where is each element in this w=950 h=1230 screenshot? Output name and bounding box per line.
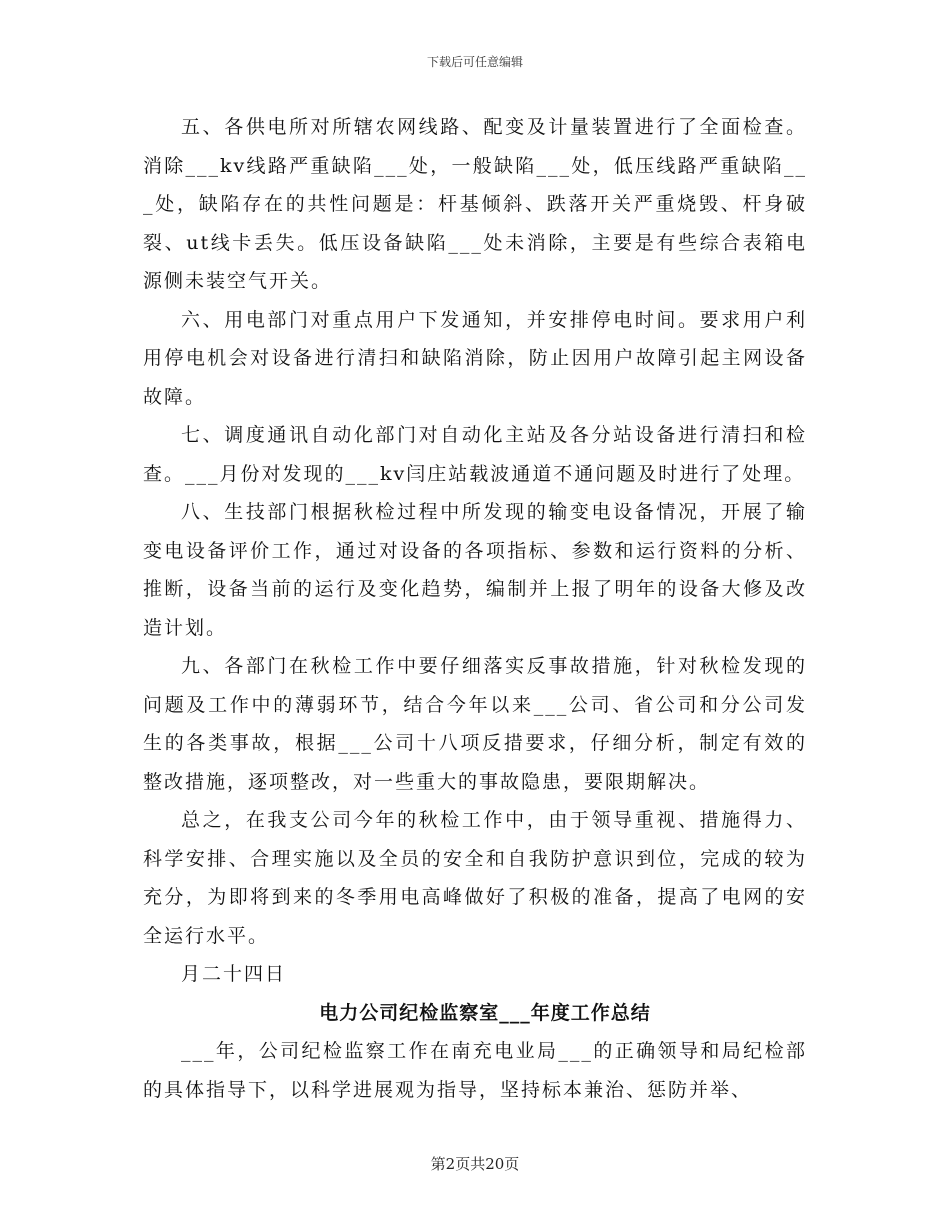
document-title: 电力公司纪检监察室___年度工作总结: [319, 1001, 651, 1024]
paragraph-section-6: 六、用电部门对重点用户下发通知，并安排停电时间。要求用户利用停电机会对设备进行清扫和缺陷消除，防止因用户故障引起主网设备故障。: [143, 308, 807, 408]
paragraph-intro: ___年，公司纪检监察工作在南充电业局___的正确领导和局纪检部的具体指导下，以科学进展观为指导，坚持标本兼治、惩防并举、: [143, 1040, 807, 1101]
paragraph-summary: 总之，在我支公司今年的秋检工作中，由于领导重视、措施得力、科学安排、合理实施以及全员的安全和自我防护意识到位，完成的较为充分，为即将到来的冬季用电高峰做好了积极的准备，提高了电网的安全运行水平。: [143, 809, 807, 947]
page-header-note: 下载后可任意编辑: [426, 55, 523, 69]
paragraph-section-9: 九、各部门在秋检工作中要仔细落实反事故措施，针对秋检发现的问题及工作中的薄弱环节，结合今年以来___公司、省公司和分公司发生的各类事故，根据___公司十八项反措要求，仔细分析，制定有效的整改措施，逐项整改，对一些重大的事故隐患，要限期解决。: [143, 655, 807, 793]
paragraph-section-8: 八、生技部门根据秋检过程中所发现的输变电设备情况，开展了输变电设备评价工作，通过对设备的各项指标、参数和运行资料的分析、推断，设备当前的运行及变化趋势，编制并上报了明年的设备大修及改造计划。: [143, 501, 807, 639]
paragraph-section-5: 五、各供电所对所辖农网线路、配变及计量装置进行了全面检查。消除___kv线路严重缺陷___处，一般缺陷___处，低压线路严重缺陷___处，缺陷存在的共性问题是：杆基倾斜、跌落开关严重烧毁、杆身破裂、ut线卡丢失。低压设备缺陷___处未消除，主要是有些综合表箱电源侧未装空气开关。: [143, 116, 807, 292]
paragraph-section-7: 七、调度通讯自动化部门对自动化主站及各分站设备进行清扫和检查。___月份对发现的___kv闫庄站载波通道不通问题及时进行了处理。: [143, 424, 807, 485]
date-line: 月二十四日: [181, 963, 287, 985]
document-body: [143, 108, 807, 1109]
page-number: 第2页共20页: [430, 1155, 520, 1173]
